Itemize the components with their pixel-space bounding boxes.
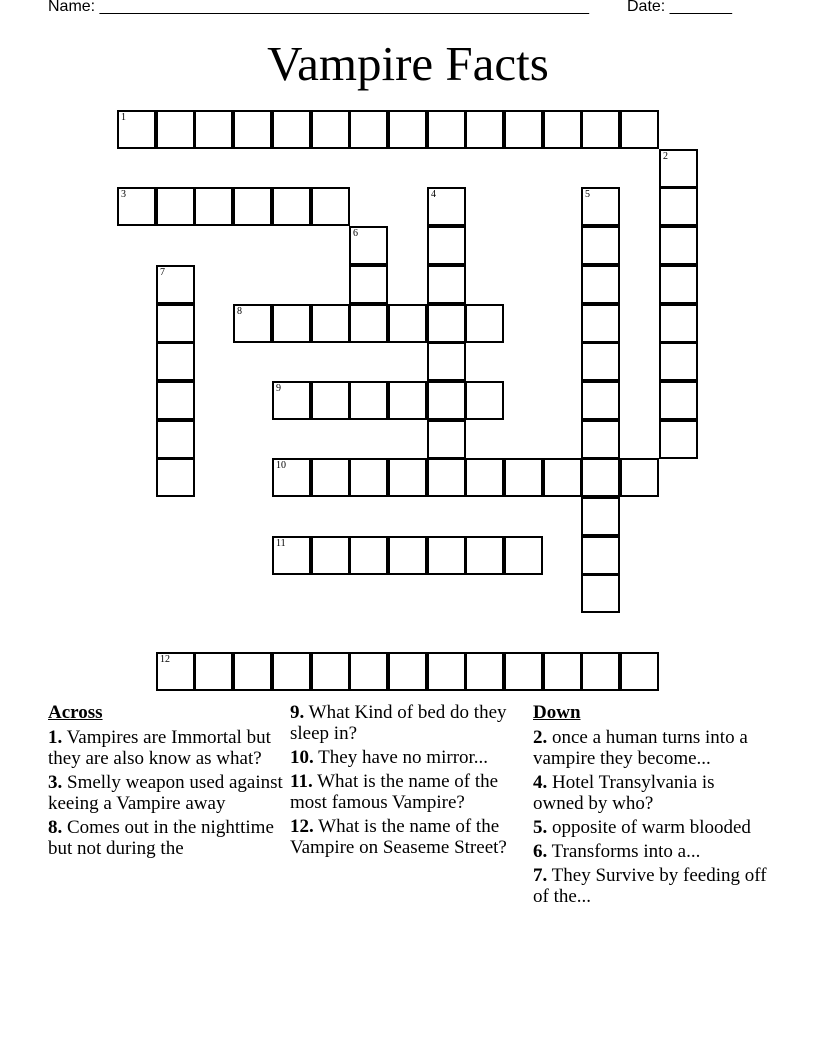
clue-item-text: What Kind of bed do they sleep in? (290, 702, 507, 744)
grid-cell[interactable] (504, 458, 543, 497)
down-clue-list (533, 727, 769, 907)
grid-cell[interactable] (311, 304, 350, 343)
page-title: Vampire Facts (267, 36, 549, 91)
clue-item (290, 747, 526, 768)
grid-cell[interactable] (349, 536, 388, 575)
grid-cell[interactable] (156, 265, 195, 304)
grid-cell[interactable] (156, 458, 195, 497)
grid-cell[interactable] (427, 381, 466, 420)
clue-item (48, 817, 284, 859)
grid-cell[interactable] (194, 652, 233, 691)
grid-cell[interactable] (659, 226, 698, 265)
grid-cell[interactable] (581, 342, 620, 381)
grid-cell[interactable] (465, 381, 504, 420)
grid-cell[interactable] (659, 420, 698, 459)
across-clue-list (290, 702, 526, 858)
grid-cell[interactable] (581, 652, 620, 691)
grid-cell[interactable] (465, 458, 504, 497)
clue-number: 10 (276, 460, 286, 471)
clue-item-number: 5. (533, 817, 548, 838)
across-clues-column (48, 702, 284, 862)
grid-cell[interactable] (156, 304, 195, 343)
down-clues-column (533, 702, 769, 910)
grid-cell[interactable] (504, 536, 543, 575)
grid-cell[interactable] (311, 536, 350, 575)
grid-cell[interactable] (272, 536, 311, 575)
clue-item-text: opposite of warm blooded (547, 817, 751, 838)
grid-cell[interactable] (388, 304, 427, 343)
grid-cell[interactable] (620, 652, 659, 691)
clue-item-text: Smelly weapon used against keeing a Vampire away (48, 772, 283, 814)
grid-cell[interactable] (349, 458, 388, 497)
grid-cell[interactable] (311, 652, 350, 691)
clue-item (48, 727, 284, 769)
grid-cell[interactable] (427, 187, 466, 226)
clue-number: 4 (431, 189, 436, 200)
grid-cell[interactable] (388, 381, 427, 420)
clue-item-number: 4. (533, 772, 548, 793)
grid-cell[interactable] (272, 110, 311, 149)
clue-item (533, 841, 769, 862)
clue-item-number: 11. (290, 771, 313, 792)
clue-item-text: Hotel Transylvania is owned by who? (533, 772, 715, 814)
grid-cell[interactable] (427, 110, 466, 149)
clue-item (533, 772, 769, 814)
clue-item (290, 771, 526, 813)
grid-cell[interactable] (581, 497, 620, 536)
clue-item (533, 727, 769, 769)
grid-cell[interactable] (349, 381, 388, 420)
clue-number: 8 (237, 306, 242, 317)
grid-cell[interactable] (427, 652, 466, 691)
grid-cell[interactable] (581, 536, 620, 575)
clue-item-text: Vampires are Immortal but they are also know as what? (48, 727, 271, 769)
grid-cell[interactable] (349, 304, 388, 343)
grid-cell[interactable] (581, 304, 620, 343)
clue-item (533, 817, 769, 838)
grid-cell[interactable] (581, 226, 620, 265)
grid-cell[interactable] (233, 110, 272, 149)
grid-cell[interactable] (427, 536, 466, 575)
grid-cell[interactable] (427, 458, 466, 497)
grid-cell[interactable] (465, 536, 504, 575)
clue-item-number: 2. (533, 727, 548, 748)
clue-number: 2 (663, 151, 668, 162)
grid-cell[interactable] (156, 187, 195, 226)
grid-cell[interactable] (581, 574, 620, 613)
grid-cell[interactable] (233, 304, 272, 343)
grid-cell[interactable] (311, 381, 350, 420)
grid-cell[interactable] (388, 536, 427, 575)
grid-cell[interactable] (581, 458, 620, 497)
clue-item-text: once a human turns into a vampire they become... (533, 727, 748, 769)
clue-number: 7 (160, 267, 165, 278)
date-field-line[interactable]: Date: _______ (627, 0, 732, 15)
across-clues-column-continued (290, 702, 526, 861)
grid-cell[interactable] (543, 110, 582, 149)
clue-number: 6 (353, 228, 358, 239)
clue-number: 5 (585, 189, 590, 200)
grid-cell[interactable] (581, 110, 620, 149)
grid-cell[interactable] (194, 110, 233, 149)
grid-cell[interactable] (272, 187, 311, 226)
clue-item-text: What is the name of the most famous Vampire? (290, 771, 499, 813)
grid-cell[interactable] (194, 187, 233, 226)
grid-cell[interactable] (581, 265, 620, 304)
clue-item-text: They Survive by feeding off of the... (533, 865, 767, 907)
grid-cell[interactable] (465, 652, 504, 691)
clue-item-text: Transforms into a... (547, 841, 701, 862)
clue-item-number: 3. (48, 772, 63, 793)
clue-item-text: Comes out in the nighttime but not during the (48, 817, 274, 859)
across-clue-list (48, 727, 284, 859)
clue-item-text: What is the name of the Vampire on Seaseme Street? (290, 816, 507, 858)
clue-item-number: 12. (290, 816, 314, 837)
grid-cell[interactable] (272, 652, 311, 691)
clue-item (533, 865, 769, 907)
grid-cell[interactable] (659, 381, 698, 420)
grid-cell[interactable] (117, 187, 156, 226)
grid-cell[interactable] (156, 420, 195, 459)
grid-cell[interactable] (388, 458, 427, 497)
clue-number: 11 (276, 538, 286, 549)
grid-cell[interactable] (543, 458, 582, 497)
grid-cell[interactable] (620, 110, 659, 149)
grid-cell[interactable] (427, 420, 466, 459)
clue-number: 12 (160, 654, 170, 665)
grid-cell[interactable] (311, 110, 350, 149)
clue-item (48, 772, 284, 814)
down-heading: Down (533, 702, 581, 723)
clue-item-text: They have no mirror... (313, 747, 489, 768)
grid-cell[interactable] (311, 458, 350, 497)
grid-cell[interactable] (349, 226, 388, 265)
grid-cell[interactable] (233, 652, 272, 691)
clue-number: 9 (276, 383, 281, 394)
clue-item-number: 7. (533, 865, 548, 886)
clue-item (290, 816, 526, 858)
grid-cell[interactable] (427, 226, 466, 265)
grid-cell[interactable] (427, 342, 466, 381)
clue-number: 3 (121, 189, 126, 200)
grid-cell[interactable] (156, 110, 195, 149)
across-heading: Across (48, 702, 103, 723)
clue-item-number: 6. (533, 841, 548, 862)
grid-cell[interactable] (504, 652, 543, 691)
grid-cell[interactable] (272, 381, 311, 420)
grid-cell[interactable] (659, 342, 698, 381)
grid-cell[interactable] (156, 342, 195, 381)
grid-cell[interactable] (659, 187, 698, 226)
clue-item-number: 9. (290, 702, 305, 723)
grid-cell[interactable] (659, 149, 698, 188)
grid-cell[interactable] (272, 304, 311, 343)
grid-cell[interactable] (349, 652, 388, 691)
grid-cell[interactable] (388, 110, 427, 149)
grid-cell[interactable] (349, 265, 388, 304)
grid-cell[interactable] (581, 381, 620, 420)
grid-cell[interactable] (349, 110, 388, 149)
grid-cell[interactable] (388, 652, 427, 691)
clue-item-number: 1. (48, 727, 63, 748)
grid-cell[interactable] (465, 110, 504, 149)
grid-cell[interactable] (311, 187, 350, 226)
clue-item (290, 702, 526, 744)
clue-number: 1 (121, 112, 126, 123)
grid-cell[interactable] (272, 458, 311, 497)
grid-cell[interactable] (659, 304, 698, 343)
grid-cell[interactable] (581, 420, 620, 459)
grid-cell[interactable] (117, 110, 156, 149)
clue-item-number: 10. (290, 747, 314, 768)
grid-cell[interactable] (581, 187, 620, 226)
grid-cell[interactable] (156, 652, 195, 691)
grid-cell[interactable] (465, 304, 504, 343)
grid-cell[interactable] (156, 381, 195, 420)
grid-cell[interactable] (233, 187, 272, 226)
grid-cell[interactable] (427, 304, 466, 343)
grid-cell[interactable] (504, 110, 543, 149)
clue-item-number: 8. (48, 817, 63, 838)
name-field-line[interactable]: Name: _______________________________________________________ (48, 0, 589, 15)
grid-cell[interactable] (427, 265, 466, 304)
grid-cell[interactable] (659, 265, 698, 304)
grid-cell[interactable] (620, 458, 659, 497)
grid-cell[interactable] (543, 652, 582, 691)
